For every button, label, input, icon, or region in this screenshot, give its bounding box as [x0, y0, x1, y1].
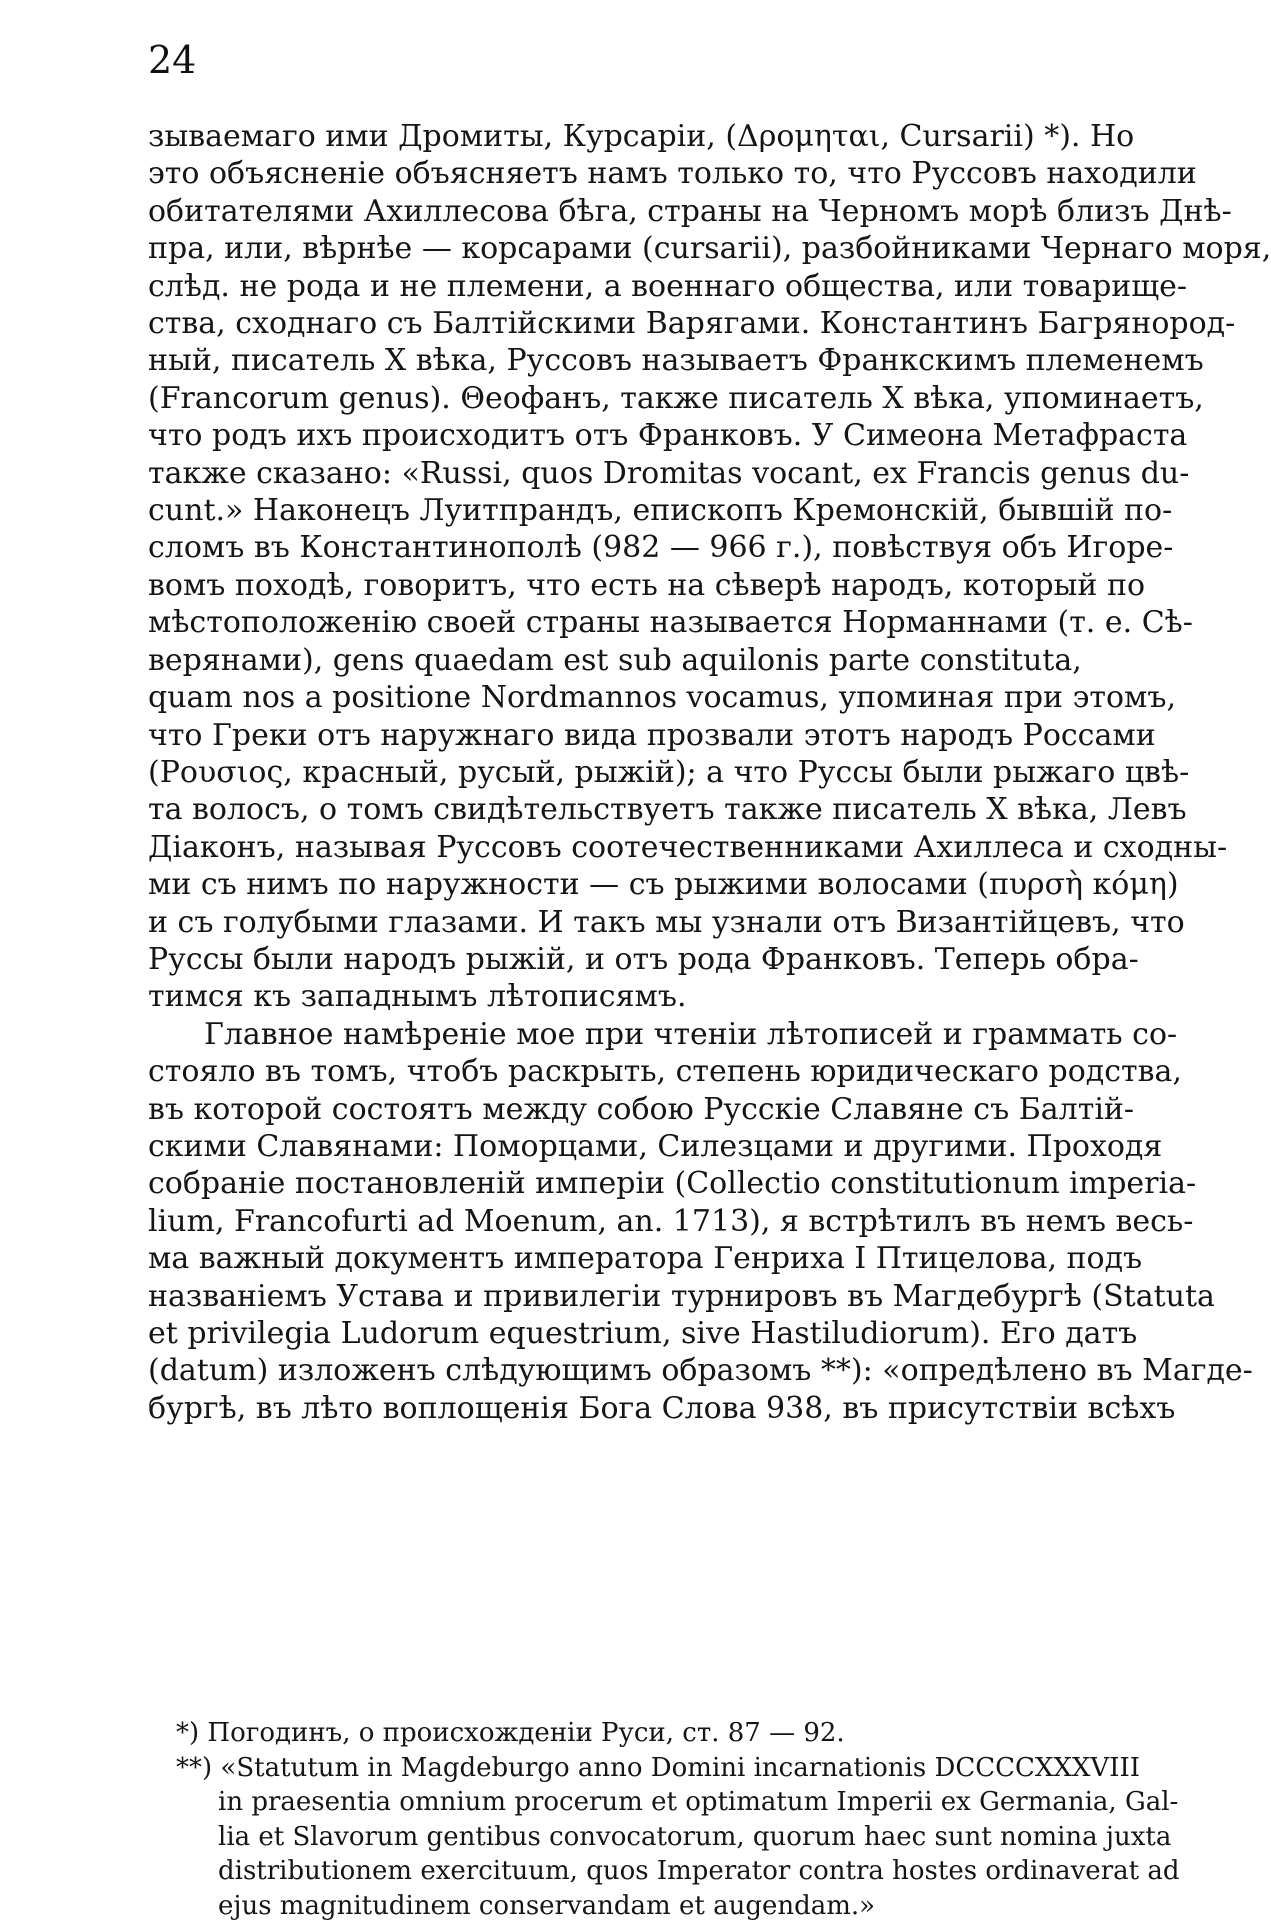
footnote-line: in praesentia omnium procerum et optimatum Imperii ex Germania, Gal-	[148, 1785, 1078, 1820]
text-line: также сказано: «Russi, quos Dromitas vocant, ex Francis genus du-	[148, 455, 1078, 492]
text-line: quam nos a positione Nordmannos vocamus, упоминая при этомъ,	[148, 679, 1078, 716]
text-line: cunt.» Наконецъ Луитпрандъ, епископъ Кремонскій, бывшій по-	[148, 492, 1078, 529]
text-line: и съ голубыми глазами. И такъ мы узнали отъ Византійцевъ, что	[148, 904, 1078, 941]
footnote	[148, 1716, 1078, 1751]
text-line: (Francorum genus). Θеофанъ, также писатель X вѣка, упоминаетъ,	[148, 380, 1078, 417]
paragraph	[148, 118, 1078, 1016]
footnote-line: distributionem exercituum, quos Imperator contra hostes ordinaverat ad	[148, 1854, 1078, 1889]
text-line: Діаконъ, называя Руссовъ соотечественниками Ахиллеса и сходны-	[148, 829, 1078, 866]
text-line: обитателями Ахиллесова бѣга, страны на Черномъ морѣ близъ Днѣ-	[148, 193, 1078, 230]
text-line: ма важный документъ императора Генриха I Птицелова, подъ	[148, 1240, 1078, 1277]
text-line: названіемъ Устава и привилегіи турнировъ въ Магдебургѣ (Statuta	[148, 1278, 1078, 1315]
footnote-line: lia et Slavorum gentibus convocatorum, quorum haec sunt nomina juxta	[148, 1820, 1078, 1855]
text-line: (Ρουσιος, красный, русый, рыжій); а что Руссы были рыжаго цвѣ-	[148, 754, 1078, 791]
footnote-line: ejus magnitudinem conservandam et augendam.»	[148, 1889, 1078, 1923]
text-line: Руссы были народъ рыжій, и отъ рода Франковъ. Теперь обра-	[148, 941, 1078, 978]
text-line: собраніе постановленій имперіи (Collectio constitutionum imperia-	[148, 1165, 1078, 1202]
paragraph	[148, 1016, 1078, 1427]
footnotes	[148, 1716, 1078, 1923]
text-line: et privilegia Ludorum equestrium, sive Hastiludiorum). Его датъ	[148, 1315, 1078, 1352]
text-line: сломъ въ Константинополѣ (982 — 966 г.), повѣствуя объ Игоре-	[148, 529, 1078, 566]
text-line: ства, сходнаго съ Балтійскими Варягами. Константинъ Багрянород-	[148, 305, 1078, 342]
text-line: ный, писатель X вѣка, Руссовъ называетъ Франкскимъ племенемъ	[148, 342, 1078, 379]
text-line: зываемаго ими Дромиты, Курсаріи, (Δρομηται, Cursarii) *). Но	[148, 118, 1078, 155]
text-line: стояло въ томъ, чтобъ раскрыть, степень юридическаго родства,	[148, 1053, 1078, 1090]
text-line: слѣд. не рода и не племени, а военнаго общества, или товарище-	[148, 268, 1078, 305]
text-line: тимся къ западнымъ лѣтописямъ.	[148, 978, 1078, 1015]
text-line: Главное намѣреніе мое при чтеніи лѣтописей и граммать со-	[148, 1016, 1078, 1053]
text-line: скими Славянами: Поморцами, Силезцами и другими. Проходя	[148, 1128, 1078, 1165]
text-line: (datum) изложенъ слѣдующимъ образомъ **): «опредѣлено въ Магде-	[148, 1352, 1078, 1389]
text-line: мѣстоположенію своей страны называется Норманнами (т. е. Сѣ-	[148, 604, 1078, 641]
text-line: въ которой состоятъ между собою Русскіе Славяне съ Балтій-	[148, 1091, 1078, 1128]
text-line: ми съ нимъ по наружности — съ рыжими волосами (πυρσὴ κόμη)	[148, 866, 1078, 903]
text-line: что Греки отъ наружнаго вида прозвали этотъ народъ Россами	[148, 717, 1078, 754]
footnote-line: *) Погодинъ, о происхожденіи Руси, ст. 87 — 92.	[148, 1716, 1078, 1751]
text-line: это объясненіе объясняетъ намъ только то, что Руссовъ находили	[148, 155, 1078, 192]
text-line: lium, Francofurti ad Moenum, an. 1713), я встрѣтилъ въ немъ весь-	[148, 1203, 1078, 1240]
text-line: что родъ ихъ происходитъ отъ Франковъ. У Симеона Метафраста	[148, 417, 1078, 454]
footnote-line: **) «Statutum in Magdeburgo anno Domini incarnationis DCCCCXXXVIII	[148, 1751, 1078, 1786]
footnote	[148, 1751, 1078, 1923]
text-line: бургѣ, въ лѣто воплощенія Бога Слова 938, въ присутствіи всѣхъ	[148, 1390, 1078, 1427]
text-line: верянами), gens quaedam est sub aquilonis parte constituta,	[148, 642, 1078, 679]
text-line: та волосъ, о томъ свидѣтельствуетъ также писатель X вѣка, Левъ	[148, 791, 1078, 828]
body-text	[148, 118, 1078, 1427]
page-number: 24	[148, 38, 196, 82]
text-line: пра, или, вѣрнѣе — корсарами (cursarii), разбойниками Чернаго моря,	[148, 230, 1078, 267]
text-line: вомъ походѣ, говоритъ, что есть на сѣверѣ народъ, который по	[148, 567, 1078, 604]
